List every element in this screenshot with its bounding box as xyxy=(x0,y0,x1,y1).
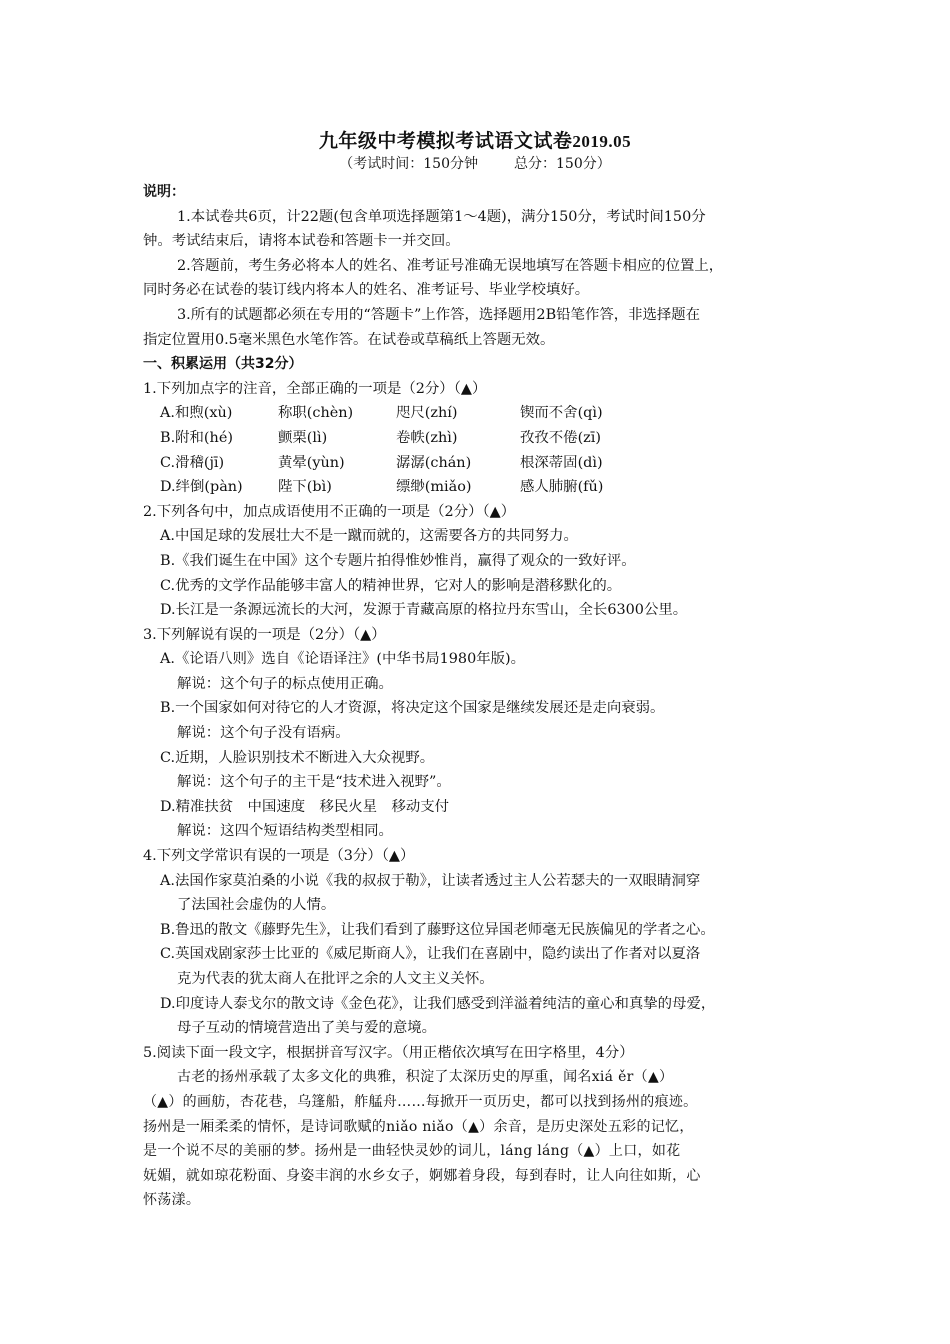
question-5-passage-line: 怀荡漾。 xyxy=(143,1192,201,1209)
instruction-line: 指定位置用0.5毫米黑色水笔作答。在试卷或草稿纸上答题无效。 xyxy=(143,331,555,348)
option-cell: 感人肺腑(fǔ) xyxy=(520,479,604,496)
option-cell: 缥缈(miǎo) xyxy=(396,479,472,496)
instruction-line: 2.答题前，考生务必将本人的姓名、准考证号准确无误地填写在答题卡相应的位置上， xyxy=(177,257,724,274)
section-heading: 一、积累运用（共32分） xyxy=(143,356,303,373)
question-4-stem: 4.下列文学常识有误的一项是（3分）（▲） xyxy=(143,848,415,865)
question-3-option-a: A.《论语八则》选自《论语译注》(中华书局1980年版)。 xyxy=(160,651,526,668)
question-4-option-a-cont: 了法国社会虚伪的人情。 xyxy=(177,897,336,914)
question-2-option-a: A.中国足球的发展壮大不是一蹴而就的，这需要各方的共同努力。 xyxy=(160,528,578,545)
question-5-passage-line: 扬州是一厢柔柔的情怀，是诗词歌赋的niǎo niǎo（▲）余音，是历史深处五彩的记忆， xyxy=(143,1118,694,1135)
instruction-line: 3.所有的试题都必须在专用的“答题卡”上作答，选择题用2B铅笔作答，非选择题在 xyxy=(177,306,701,323)
option-cell: C.滑稽(jī) xyxy=(160,454,225,471)
option-cell: 孜孜不倦(zī) xyxy=(520,429,601,446)
question-5-passage-line: 古老的扬州承载了太多文化的典雅，积淀了太深历史的厚重，闻名xiá ěr（▲） xyxy=(177,1069,674,1086)
question-1-option-row xyxy=(143,475,823,500)
question-1-option-row xyxy=(143,401,823,426)
option-cell: 锲而不舍(qì) xyxy=(520,405,603,422)
option-cell: 陛下(bì) xyxy=(278,479,332,496)
question-1-option-row xyxy=(143,451,823,476)
question-2-option-d: D.长江是一条源远流长的大河，发源于青藏高原的格拉丹东雪山，全长6300公里。 xyxy=(160,602,688,619)
instruction-line: 同时务必在试卷的装订线内将本人的姓名、准考证号、毕业学校填好。 xyxy=(143,282,590,299)
exam-title xyxy=(0,126,950,153)
question-5-passage-line: （▲）的画舫，杏花巷，乌篷船，舴艋舟……每掀开一页历史，都可以找到扬州的痕迹。 xyxy=(143,1093,698,1110)
question-2-stem: 2.下列各句中，加点成语使用不正确的一项是（2分）（▲） xyxy=(143,503,516,520)
option-cell: 卷帙(zhì) xyxy=(396,429,458,446)
title-year: 2019.05 xyxy=(572,132,632,151)
exam-content xyxy=(143,180,823,1213)
instruction-line: 钟。考试结束后，请将本试卷和答题卡一并交回。 xyxy=(143,233,460,250)
option-cell: 黄晕(yùn) xyxy=(278,454,345,471)
question-3-note-b: 解说：这个句子没有语病。 xyxy=(177,725,350,742)
option-cell: 根深蒂固(dì) xyxy=(520,454,603,471)
question-3-option-d: D.精准扶贫 中国速度 移民火星 移动支付 xyxy=(160,798,450,815)
question-5-passage-line: 妩媚，就如琼花粉面、身姿丰润的水乡女子，婀娜着身段，每到春时，让人向往如斯，心 xyxy=(143,1167,701,1184)
question-4-option-d-cont: 母子互动的情境营造出了美与爱的意境。 xyxy=(177,1020,437,1037)
exam-score: 总分：150分） xyxy=(514,156,611,172)
question-2-option-b: B.《我们诞生在中国》这个专题片拍得惟妙惟肖，赢得了观众的一致好评。 xyxy=(160,552,636,569)
exam-subtitle xyxy=(0,153,950,173)
question-5-passage-line: 是一个说不尽的美丽的梦。扬州是一曲轻快灵妙的词儿，láng láng（▲）上口，如花 xyxy=(143,1143,681,1160)
option-cell: B.附和(hé) xyxy=(160,429,233,446)
question-1-stem: 1.下列加点字的注音，全部正确的一项是（2分）（▲） xyxy=(143,380,487,397)
question-3-option-b: B.一个国家如何对待它的人才资源，将决定这个国家是继续发展还是走向衰弱。 xyxy=(160,700,665,717)
option-cell: D.绊倒(pàn) xyxy=(160,479,243,496)
question-4-option-d: D.印度诗人泰戈尔的散文诗《金色花》，让我们感受到洋溢着纯洁的童心和真挚的母爱， xyxy=(160,995,716,1012)
option-cell: A.和煦(xù) xyxy=(160,405,233,422)
instruction-line: 1.本试卷共6页，计22题(包含单项选择题第1～4题)，满分150分，考试时间150分 xyxy=(177,208,706,225)
option-cell: 潺潺(chán) xyxy=(396,454,472,471)
option-cell: 称职(chèn) xyxy=(278,405,354,422)
question-4-option-b: B.鲁迅的散文《藤野先生》，让我们看到了藤野这位异国老师毫无民族偏见的学者之心。 xyxy=(160,921,715,938)
title-text: 九年级中考模拟考试语文试卷 xyxy=(318,130,573,152)
question-4-option-c: C.英国戏剧家莎士比亚的《威尼斯商人》，让我们在喜剧中，隐约读出了作者对以夏洛 xyxy=(160,946,701,963)
question-3-stem: 3.下列解说有误的一项是（2分）（▲） xyxy=(143,626,386,643)
question-3-note-c: 解说：这个句子的主干是“技术进入视野”。 xyxy=(177,774,451,791)
instructions-heading: 说明： xyxy=(143,184,185,200)
question-2-option-c: C.优秀的文学作品能够丰富人的精神世界，它对人的影响是潜移默化的。 xyxy=(160,577,622,594)
question-5-stem: 5.阅读下面一段文字，根据拼音写汉字。（用正楷依次填写在田字格里，4分） xyxy=(143,1044,634,1061)
question-4-option-c-cont: 克为代表的犹太商人在批评之余的人文主义关怀。 xyxy=(177,971,494,987)
exam-time: （考试时间：150分钟 xyxy=(339,156,478,172)
question-3-option-c: C.近期，人脸识别技术不断进入大众视野。 xyxy=(160,749,435,766)
question-3-note-a: 解说：这个句子的标点使用正确。 xyxy=(177,675,393,692)
option-cell: 咫尺(zhí) xyxy=(396,405,458,422)
question-3-note-d: 解说：这四个短语结构类型相同。 xyxy=(177,823,393,840)
question-4-option-a: A.法国作家莫泊桑的小说《我的叔叔于勒》，让读者透过主人公若瑟夫的一双眼睛洞穿 xyxy=(160,872,701,889)
option-cell: 颤栗(lì) xyxy=(278,429,328,446)
question-1-option-row xyxy=(143,426,823,451)
